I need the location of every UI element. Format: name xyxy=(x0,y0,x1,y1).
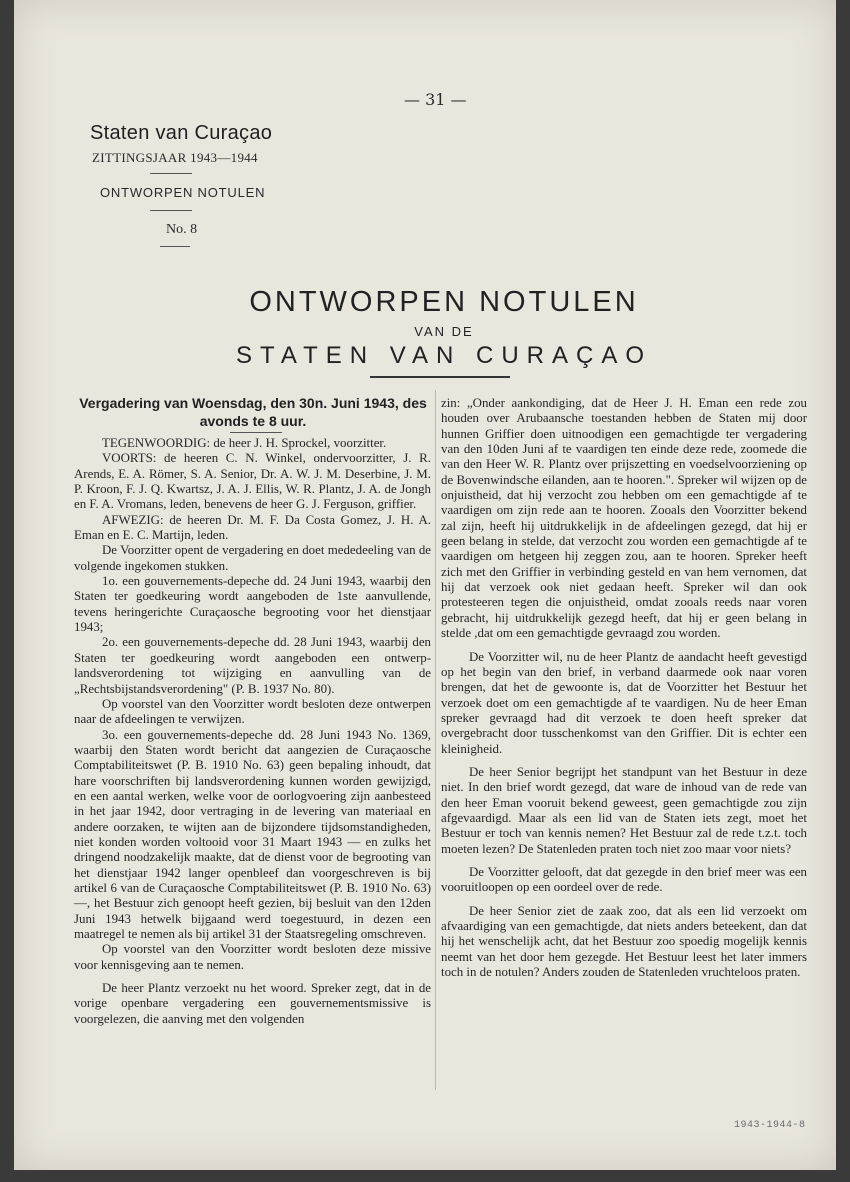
issue-number: No. 8 xyxy=(166,222,198,237)
header-divider xyxy=(160,246,190,247)
page-number: — 31 — xyxy=(404,90,467,109)
meeting-divider xyxy=(230,432,282,433)
paragraph: De Voorzitter opent de vergadering en doet mededeeling van de volgende ingekomen stukken. xyxy=(74,543,431,573)
left-column xyxy=(74,436,431,1027)
paragraph: De heer Senior begrijpt het standpunt van het Bestuur in deze niet. In den brief wordt gezegd, dat ware de inhoud van de rede van den heer Eman vooruit bekend geweest, geen gemachtigde zou zijn afgevaardigd. Maar als een lid van de Staten iets zegt, moet het Bestuur er toch van kennis nemen? Het Bestuur zal de rede t.z.t. toch moeten lezen? De Statenleden praten toch niet zoo maar voor niets? xyxy=(441,764,807,856)
archive-stamp: 1943-1944-8 xyxy=(734,1120,806,1131)
paragraph: De Voorzitter wil, nu de heer Plantz de aandacht heeft gevestigd op het begin van den brief, in verband daarmede ook naar voren brengen, dat het de gewoonte is, dat de Voorzitter het Bestuur het verzoek doet om een gemachtigde af te vaardigen. Nu de heer Eman spreker gevraagd had dit verzoek te doen heeft spreker dat overgebracht door tusschenkomst van den Griffier. Dit is echter een kleinigheid. xyxy=(441,649,807,756)
header-title: Staten van Curaçao xyxy=(90,122,273,144)
session-year: ZITTINGSJAAR 1943—1944 xyxy=(92,150,258,165)
main-heading: ONTWORPEN NOTULEN xyxy=(249,286,639,318)
paragraph: zin: „Onder aankondiging, dat de Heer J. H. Eman een rede zou houden over Arubaansche toestanden hebben de Staten mij door hunnen Griffier doen uitnoodigen een gemachtigde ter vergadering van den 10den Juni af te vaardigen ten einde deze rede, zoomede die van den Heer W. R. Plantz over prijszetting en voedselvoorziening op de Bovenwindsche eilanden, aan te hooren.". Spreker wil wijzen op de onjuistheid, dat hij verzocht zou hebben om een gemachtigde af te vaardigen om zijn rede aan te hooren. Zooals den Voorzitter bekend zal zijn, heeft hij uitdrukkelijk in de afdeelingen gezegd, dat hij er geen belang in stelde, dat verzocht zou worden een gemachtigde af te vaardigen om hetgeen hij zeggen zou, aan te hooren. Spreker heeft zich met den Griffier in verbinding gesteld en van hem vernomen, dat hij dat verzoek ook niet gedaan heeft. Spreker wil dan ook protesteeren tegen die onjuistheid, omdat zooals reeds naar voren gebracht, hij uitdrukkelijk gezegd heeft, dat hij er geen belang in stelde ,dat om een gemachtigde gevraagd zou worden. xyxy=(441,396,807,641)
paragraph: De Voorzitter gelooft, dat dat gezegde in den brief meer was een vooruitloopen op een oordeel over de rede. xyxy=(441,864,807,895)
heading-rule xyxy=(370,376,510,378)
paragraph: AFWEZIG: de heeren Dr. M. F. Da Costa Gomez, J. H. A. Eman en E. C. Martijn, leden. xyxy=(74,512,431,543)
right-column xyxy=(441,396,807,980)
paragraph: 1o. een gouvernements-depeche dd. 24 Juni 1943, waarbij den Staten ter goedkeuring wordt aangeboden de 1ste aanvullende, tevens heringerichte Curaçaosche begrooting voor het dienstjaar 1943; xyxy=(74,574,431,635)
header-divider xyxy=(150,210,192,211)
paragraph: De heer Senior ziet de zaak zoo, dat als een lid verzoekt om afvaardiging van een gemachtigde, dat niets anders beteekent, dan dat hij het wenschelijk acht, dat het Bestuur zoo spoedig mogelijk kennis neemt van het door hem gezegde. Het Bestuur leest het later immers toch in de notulen? Anders zouden de Statenleden vruchteloos praten. xyxy=(441,903,807,980)
document-page xyxy=(14,0,836,1170)
paragraph: 3o. een gouvernements-depeche dd. 28 Juni 1943 No. 1369, waarbij den Staten wordt bericht dat aangezien de Curaçaosche Comptabiliteitswet (P. B. 1910 No. 63) geen bepaling inhoudt, dat hare voorschriften bij landsverordening kunnen worden gewijzigd, en een aantal werken, welke voor de oorlogvoering zijn aanbesteed in het jaar 1942, door vertraging in de levering van materiaal en andere oorzaken, te wijten aan de bijzondere tijdsomstandigheden, niet konden worden voltooid voor 31 Maart 1943 — en zulks het dringend noodzakelijk maakte, dat de dienst voor de begrooting van het dienstjaar 1942 langer openbleef dan voorgeschreven is bij artikel 6 van de Curaçaosche Comptabiliteitswet (P. B. 1910 No. 63) —, het Bestuur zich genoopt heeft gezien, bij besluit van den 12den Juni 1943 hetwelk bijgaand werd toegestuurd, in dezen een maatregel te nemen als bij artikel 31 der Staatsregeling omschreven. xyxy=(74,727,431,941)
paragraph: Op voorstel van den Voorzitter wordt besloten deze missive voor kennisgeving aan te nemen. xyxy=(74,942,431,972)
main-heading-sub: VAN DE xyxy=(414,324,474,339)
header-divider xyxy=(150,173,192,174)
paragraph: De heer Plantz verzoekt nu het woord. Spreker zegt, dat in de vorige openbare vergadering een gouvernementsmissive is voorgelezen, die aanving met den volgenden xyxy=(74,981,431,1026)
paragraph: 2o. een gouvernements-depeche dd. 28 Juni 1943, waarbij den Staten ter goedkeuring wordt aangeboden een ontwerp-landsverordening tot wijziging en aanvulling van de „Rechtsbijstandsverordening" (P. B. 1937 No. 80). xyxy=(74,635,431,696)
column-divider xyxy=(435,390,436,1090)
paragraph: TEGENWOORDIG: de heer J. H. Sprockel, voorzitter. xyxy=(102,436,387,450)
main-heading-staten: STATEN VAN CURAÇAO xyxy=(235,342,653,369)
paragraph: Op voorstel van den Voorzitter wordt besloten deze ontwerpen naar de afdeelingen te verwijzen. xyxy=(74,696,431,727)
meeting-info: Vergadering van Woensdag, den 30n. Juni 1943, des avonds te 8 uur. xyxy=(79,395,427,429)
paragraph: VOORTS: de heeren C. N. Winkel, ondervoorzitter, J. R. Arends, E. A. Römer, S. A. Senior, Dr. A. W. J. M. Deserbine, J. M. P. Kroon, F. J. Q. Kwartsz, J. A. J. Ellis, W. R. Plantz, J. A. de Jongh en F. A. Vromans, leden, benevens de heer G. J. Ferguson, griffier. xyxy=(74,451,431,512)
doc-type: ONTWORPEN NOTULEN xyxy=(100,185,266,200)
